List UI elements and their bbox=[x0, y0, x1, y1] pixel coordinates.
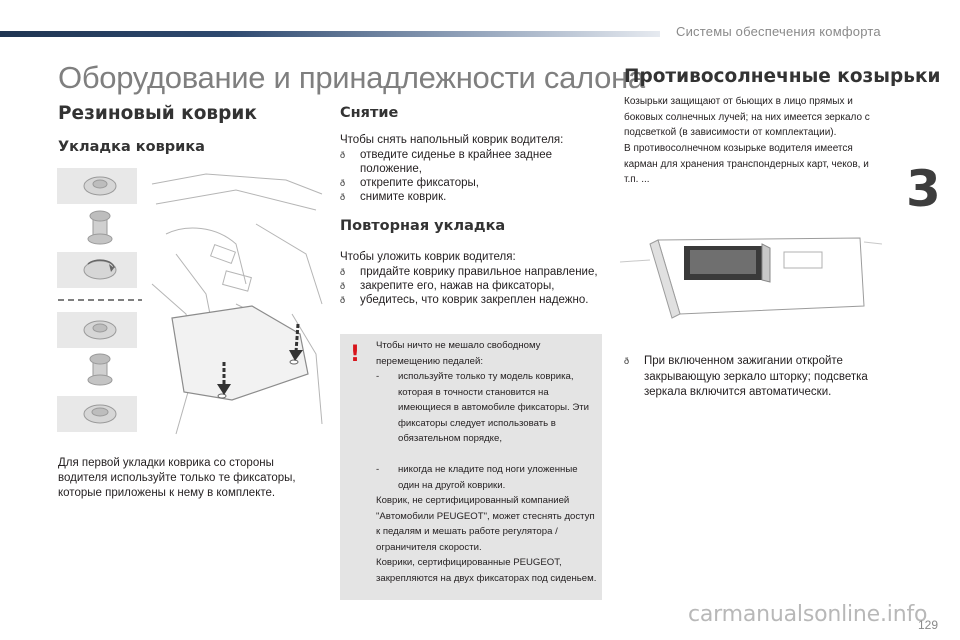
laying-text: Для первой укладки коврика со стороны водителя используйте только те фиксаторы, которые приложены к нему в комплекте. bbox=[58, 457, 296, 499]
chapter-number: 3 bbox=[906, 160, 941, 218]
refit-steps bbox=[340, 265, 602, 307]
header-bar bbox=[0, 31, 660, 37]
clip-detail-1 bbox=[57, 168, 137, 244]
removal-step: ð открепите фиксаторы, bbox=[340, 176, 602, 190]
visor-steps bbox=[624, 354, 882, 401]
refit-intro: Чтобы уложить коврик водителя: bbox=[340, 251, 516, 263]
clip-detail-2 bbox=[57, 252, 137, 288]
refit-step: ð закрепите его, нажав на фиксаторы, bbox=[340, 279, 602, 293]
warning-intro: Чтобы ничто не мешало свободному перемещению педалей: bbox=[376, 340, 541, 367]
warning-icon: ! bbox=[350, 342, 361, 367]
visors-text-1: Козырьки защищают от бьющих в лицо прямых и боковых солнечных лучей; на них имеется зеркало с подсветкой (в зависимости от комплектации). bbox=[624, 96, 870, 138]
laying-heading: Укладка коврика bbox=[58, 139, 205, 155]
sun-visor-illustration bbox=[620, 222, 882, 332]
floor-mat bbox=[172, 306, 308, 400]
clip-detail-4 bbox=[57, 396, 137, 432]
removal-step: ð снимите коврик. bbox=[340, 190, 602, 204]
visors-text-2: В противосолнечном козырьке водителя имеется карман для хранения транспондерных карт, чеков, и т.п. ... bbox=[624, 143, 869, 185]
refit-heading: Повторная укладка bbox=[340, 218, 506, 234]
floor-mat-illustration bbox=[56, 164, 324, 446]
removal-heading: Снятие bbox=[340, 105, 399, 121]
page-number: 129 bbox=[918, 618, 939, 632]
visors-heading: Противосолнечные козырьки bbox=[624, 66, 941, 87]
page-title: Оборудование и принадлежности салона bbox=[58, 60, 645, 95]
removal-intro: Чтобы снять напольный коврик водителя: bbox=[340, 134, 564, 146]
removal-steps bbox=[340, 148, 602, 204]
warning-para-2: Коврики, сертифицированные PEUGEOT, закрепляются на двух фиксаторах под сиденьем. bbox=[376, 557, 597, 584]
mat-clip-right bbox=[290, 360, 298, 364]
clip-detail-3 bbox=[57, 312, 137, 385]
removal-step: ð отведите сиденье в крайнее заднее положение, bbox=[340, 148, 602, 176]
refit-step: ð придайте коврику правильное направление, bbox=[340, 265, 602, 279]
visor-step: ð При включенном зажигании откройте закрывающую зеркало шторку; подсветка зеркала включится автоматически. bbox=[624, 354, 882, 401]
mat-heading: Резиновый коврик bbox=[58, 103, 257, 124]
refit-step: ð убедитесь, что коврик закреплен надежно. bbox=[340, 293, 602, 307]
warning-item: - никогда не кладите под ноги уложенные один на другой коврики. bbox=[376, 464, 578, 491]
mat-clip-left bbox=[218, 394, 226, 398]
warning-box bbox=[340, 334, 602, 600]
section-header: Системы обеспечения комфорта bbox=[676, 24, 881, 39]
warning-para-1: Коврик, не сертифицированный компанией "Автомобили PEUGEOT", может стеснять доступ к педалям и мешать работе регулятора / ограничителя скорости. bbox=[376, 495, 595, 553]
watermark: carmanualsonline.info bbox=[688, 602, 928, 627]
warning-item: - используйте только ту модель коврика, которая в точности становится на имеющиеся в автомобиле фиксаторы. Эти фиксаторы следует использовать в обязательном порядке, bbox=[376, 371, 590, 444]
